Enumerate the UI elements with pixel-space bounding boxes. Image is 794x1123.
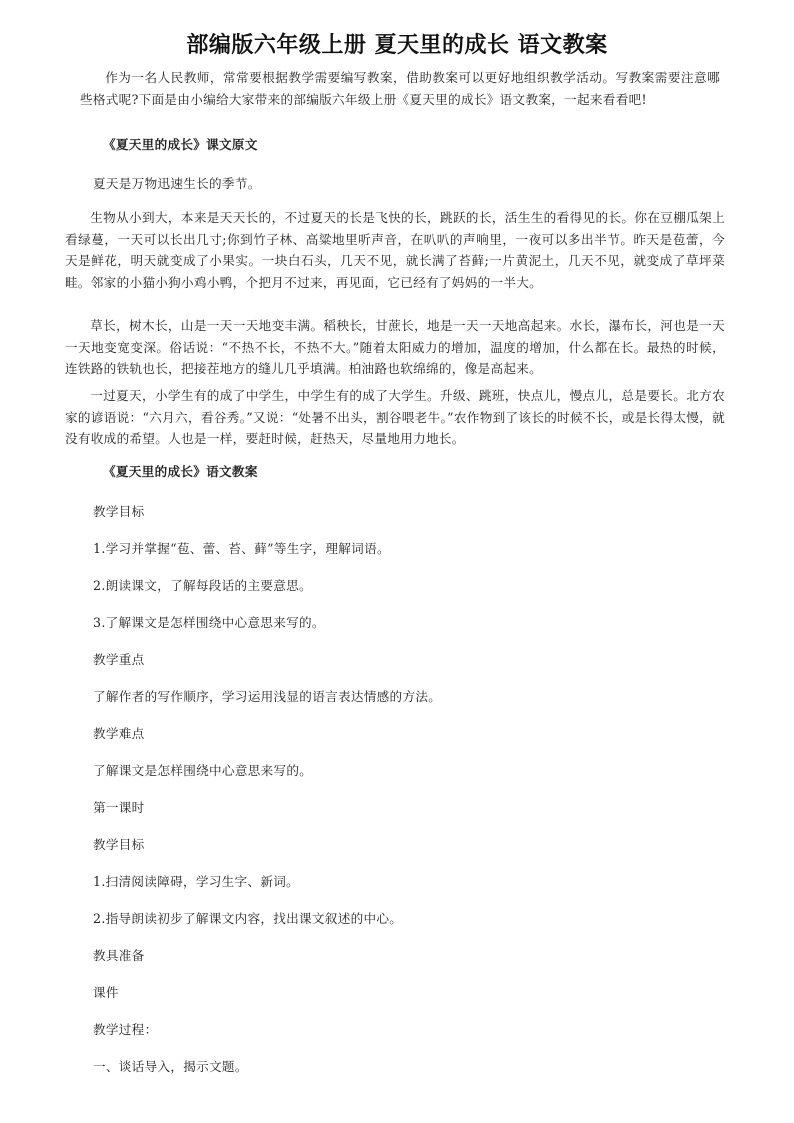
original-paragraph-3: 草长，树木长，山是一天一天地变丰满。稻秧长，甘蔗长，地是一天一天地高起来。水长，瀑布长，河也是一天一天地变宽变深。俗话说：“不热不长，不热不大。”随着太阳威力的增加，温度的增加，什么都在长。最热的时候，连铁路的铁轨也长，把接茬地方的缝儿几乎填满。柏油路也软绵绵的，像是高起来。 (65, 318, 725, 376)
plan-line: 一、谈话导入，揭示文题。 (93, 1059, 248, 1074)
plan-line: 3.了解课文是怎样围绕中心意思来写的。 (93, 615, 325, 630)
original-paragraph-2: 生物从小到大，本来是天天长的，不过夏天的长是飞快的长，跳跃的长，活生生的看得见的长。你在豆棚瓜架上看绿蔓，一天可以长出几寸;你到竹子林、高粱地里听声音，在叭叭的声响里，一夜可以多出半节。昨天是苞蕾，今天是鲜花，明天就变成了小果实。一块白石头，几天不见，就长满了苔藓;一片黄泥土，几天不见，就变成了草坪菜畦。邻家的小猫小狗小鸡小鸭，个把月不过来，再见面，它已经有了妈妈的一半大。 (65, 210, 725, 290)
plan-line: 1.扫清阅读障碍，学习生字、新词。 (93, 874, 300, 889)
plan-heading: 《夏天里的成长》语文教案 (103, 464, 258, 479)
plan-line: 了解作者的写作顺序，学习运用浅显的语言表达情感的方法。 (93, 689, 442, 704)
original-heading: 《夏天里的成长》课文原文 (103, 137, 258, 152)
plan-line: 教学过程： (93, 1022, 158, 1037)
plan-line: 2.朗读课文，了解每段话的主要意思。 (93, 578, 312, 593)
intro-paragraph: 作为一名人民教师，常常要根据教学需要编写教案，借助教案可以更好地组织教学活动。写教案需要注意哪些格式呢?下面是由小编给大家带来的部编版六年级上册《夏天里的成长》语文教案，一起来看看吧! (80, 70, 720, 107)
plan-line: 教学难点 (93, 726, 145, 741)
plan-line: 1.学习并掌握“苞、蕾、苔、藓”等生字，理解词语。 (93, 541, 390, 556)
plan-line: 了解课文是怎样围绕中心意思来写的。 (93, 763, 313, 778)
plan-line: 教学目标 (93, 504, 145, 519)
plan-line: 2.指导朗读初步了解课文内容，找出课文叙述的中心。 (93, 911, 403, 926)
original-paragraph-4: 一过夏天，小学生有的成了中学生，中学生有的成了大学生。升级、跳班，快点儿，慢点儿，总是要长。北方农家的谚语说：“六月六，看谷秀。”又说：“处暑不出头，割谷喂老牛。”农作物到了该长的时候不长，或是长得太慢，就没有收成的希望。人也是一样，要赶时候，赶热天，尽量地用力地长。 (65, 388, 725, 446)
plan-line: 教学目标 (93, 837, 145, 852)
plan-line: 课件 (93, 985, 119, 1000)
plan-line: 教具准备 (93, 948, 145, 963)
plan-line: 第一课时 (93, 800, 145, 815)
plan-line: 教学重点 (93, 652, 145, 667)
original-paragraph-1: 夏天是万物迅速生长的季节。 (93, 176, 261, 191)
page-title: 部编版六年级上册 夏天里的成长 语文教案 (186, 33, 608, 58)
